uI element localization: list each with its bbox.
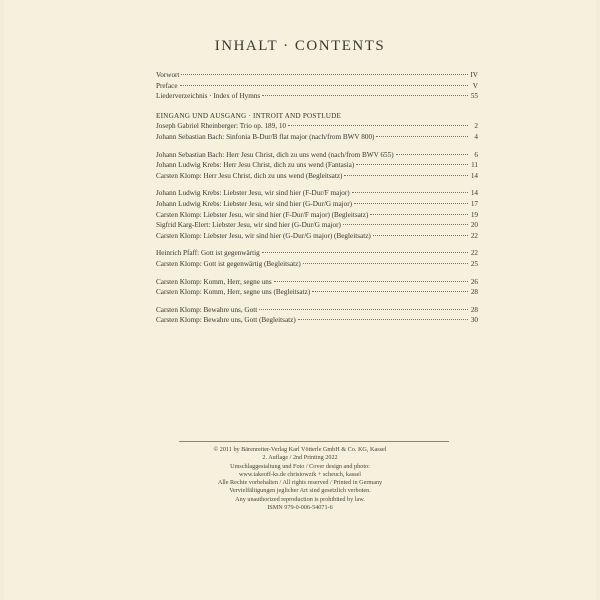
entry-title: Carsten Klomp: Bewahre uns, Gott (156, 305, 258, 314)
entry-title: Carsten Klomp: Gott ist gegenwärtig (Begleitsatz) (156, 259, 301, 268)
page-number: 28 (470, 288, 478, 297)
entry-group (156, 121, 478, 142)
entry-title: Johann Sebastian Bach: Sinfonia B-Dur/B flat major (nach/from BWV 800) (156, 132, 375, 141)
entry-title: Carsten Klomp: Herr Jesu Christ, dich zu uns wend (Begleitsatz) (156, 171, 343, 180)
toc-entry (156, 220, 478, 231)
entry-title: Carsten Klomp: Komm, Herr, segne uns (156, 277, 272, 286)
footer-line: ISMN 979-0-006-54071-6 (267, 504, 333, 512)
toc-entry (156, 199, 478, 210)
footer-divider (179, 441, 449, 442)
toc-entry (156, 91, 478, 102)
entry-title: Johann Ludwig Krebs: Liebster Jesu, wir sind hier (F-Dur/F major) (156, 189, 350, 198)
entry-groups (156, 121, 478, 326)
toc-entry (156, 81, 478, 92)
entry-title: Johann Sebastian Bach: Herr Jesu Christ, dich zu uns wend (nach/from BWV 655) (156, 150, 394, 159)
dot-leader (259, 309, 468, 310)
dot-leader (303, 263, 468, 264)
dot-leader (352, 192, 468, 193)
toc-entry (156, 132, 478, 143)
entry-title: Joseph Gabriel Rheinberger: Trio op. 189, 10 (156, 122, 287, 131)
dot-leader (343, 224, 468, 225)
section-heading: EINGANG UND AUSGANG · INTROIT AND POSTLUDE (156, 111, 342, 120)
entry-title: Carsten Klomp: Liebster Jesu, wir sind hier (F-Dur/F major) (Begleitsatz) (156, 210, 369, 219)
dot-leader (274, 281, 468, 282)
page-number: 30 (470, 316, 478, 325)
dot-leader (354, 203, 468, 204)
page-number: 22 (470, 231, 478, 240)
toc-entry (156, 160, 478, 171)
toc-entry (156, 171, 478, 182)
page-number: 19 (470, 210, 478, 219)
dot-leader (181, 74, 468, 75)
page-number: IV (470, 71, 478, 79)
toc-entry (156, 277, 478, 288)
page-number: 25 (470, 259, 478, 268)
dot-leader (262, 95, 468, 96)
page-number: V (472, 81, 478, 90)
toc-entry (156, 70, 478, 81)
toc-entry (156, 287, 478, 298)
toc-entry (156, 150, 478, 161)
entry-title: Johann Ludwig Krebs: Herr Jesu Christ, dich zu uns wend (Fantasia) (156, 161, 355, 170)
page-number: 2 (474, 122, 478, 131)
entry-title: Liederverzeichnis · Index of Hymns (156, 92, 261, 101)
page-number: 14 (470, 171, 478, 180)
dot-leader (262, 252, 468, 253)
dot-leader (180, 85, 468, 86)
entry-group (156, 298, 478, 326)
toc-entry (156, 231, 478, 242)
page-number: 14 (470, 189, 478, 198)
table-of-contents (156, 70, 478, 326)
toc-entry (156, 259, 478, 270)
entry-title: Johann Ludwig Krebs: Liebster Jesu, wir sind hier (G-Dur/G major) (156, 199, 353, 208)
dot-leader (344, 175, 468, 176)
page-number: 6 (474, 150, 478, 159)
page-number: 22 (470, 249, 478, 258)
page-number: 28 (470, 305, 478, 314)
page-number: 4 (474, 132, 478, 141)
group-spacer (156, 298, 478, 305)
group-spacer (156, 241, 478, 248)
page-number: 11 (471, 161, 478, 170)
dot-leader (370, 214, 468, 215)
footer-line: 2. Auflage / 2nd Printing 2022 (262, 454, 338, 462)
group-spacer (156, 181, 478, 188)
entry-title: Sigfrid Karg-Elert: Liebster Jesu, wir sind hier (G-Dur/G major) (156, 221, 341, 230)
toc-entry (156, 121, 478, 132)
footer-line: Umschlaggestaltung und Foto / Cover design and photo: (230, 462, 370, 470)
toc-entry (156, 315, 478, 326)
group-spacer (156, 270, 478, 277)
page-title: INHALT · CONTENTS (214, 38, 386, 54)
page-number: 17 (470, 199, 478, 208)
dot-leader (356, 164, 468, 165)
front-matter-list (156, 70, 478, 102)
entry-title: Carsten Klomp: Bewahre uns, Gott (Begleitsatz) (156, 316, 296, 325)
entry-title: Carsten Klomp: Liebster Jesu, wir sind hier (G-Dur/G major) (Begleitsatz) (156, 231, 371, 240)
entry-group (156, 241, 478, 269)
dot-leader (288, 125, 468, 126)
dot-leader (376, 136, 468, 137)
footer-line: © 2011 by Bärenreiter-Verlag Karl Vötterle GmbH & Co. KG, Kassel (213, 446, 387, 453)
toc-entry (156, 188, 478, 199)
footer-line: www.takeoff-ks.de christowzik + scheuch, kassel (238, 470, 362, 478)
entry-title: Carsten Klomp: Komm, Herr, segne uns (Begleitsatz) (156, 288, 311, 297)
entry-title: Heinrich Pfaff: Gott ist gegenwärtig (156, 249, 260, 258)
page-number: 26 (470, 277, 478, 286)
dot-leader (298, 319, 468, 320)
toc-entry (156, 248, 478, 259)
entry-title: Preface (156, 81, 178, 90)
dot-leader (373, 235, 468, 236)
page-number: 55 (470, 92, 478, 101)
footer-line: Any unauthorized reproduction is prohibited by law. (235, 495, 365, 503)
dot-leader (396, 154, 468, 155)
entry-group (156, 181, 478, 241)
footer-line: Vervielfältigungen jeglicher Art sind gesetzlich verboten. (229, 487, 371, 495)
page-number: 20 (470, 221, 478, 230)
entry-group (156, 270, 478, 298)
dot-leader (312, 291, 468, 292)
group-spacer (156, 143, 478, 150)
toc-entry (156, 210, 478, 221)
copyright-notice (4, 446, 596, 512)
toc-entry (156, 305, 478, 316)
entry-group (156, 143, 478, 182)
entry-title: Vorwort (156, 71, 180, 79)
footer-line: Alle Rechte vorbehalten / All rights reserved / Printed in Germany (217, 479, 383, 487)
book-page (4, 0, 596, 600)
